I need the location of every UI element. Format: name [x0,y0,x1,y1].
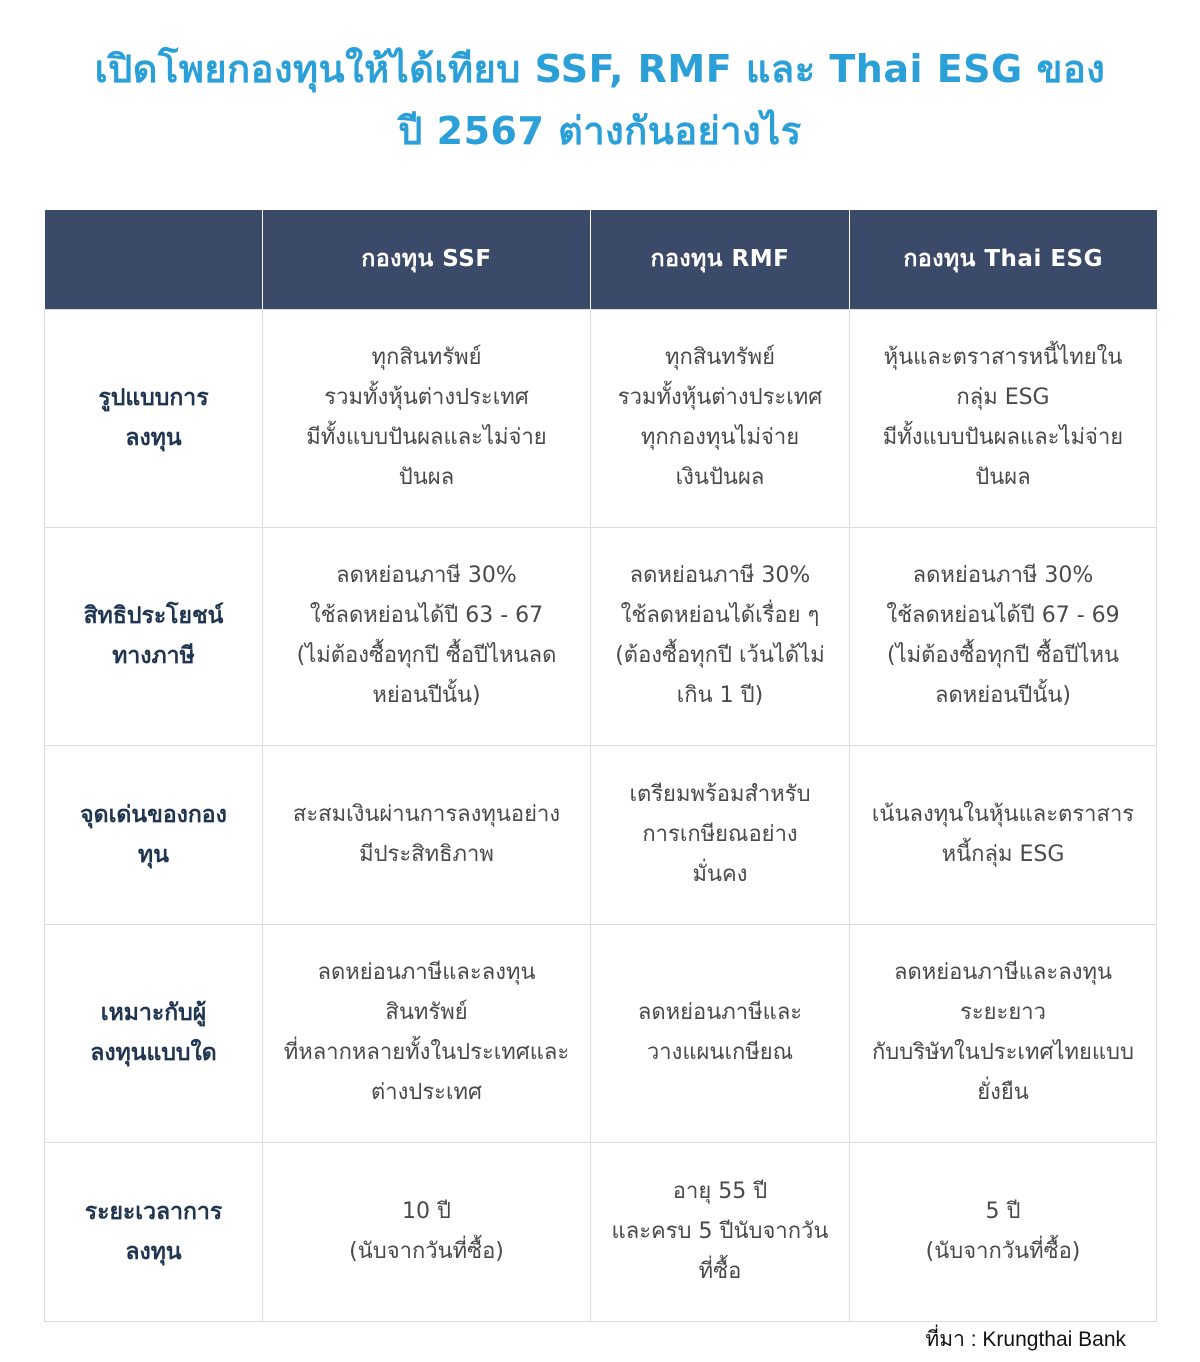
cell-line: ลดหย่อนปีนั้น) [934,683,1072,708]
table-row-suitable-for [45,924,1157,1142]
table-row-highlights [45,745,1157,924]
title-line-1: เปิดโพยกองทุนให้ได้เทียบ SSF, RMF และ Thai ESG ของ [94,47,1106,91]
cell-line: ใช้ลดหย่อนได้เรื่อย ๆ [620,603,820,628]
cell-line: มั่นคง [692,861,748,887]
cell-line: ลดหย่อนภาษี 30% [629,563,811,588]
cell-line: ปันผล [975,465,1031,490]
cell-line: ต่างประเทศ [371,1080,482,1105]
row-label-line: จุดเด่นของกอง [80,801,227,828]
cell-esg-tax-benefits [850,527,1157,745]
row-label-investment-type [45,309,263,527]
cell-line: การเกษียณอย่าง [642,821,798,847]
title-line-2: ปี 2567 ต่างกันอย่างไร [398,109,802,153]
cell-line: (ต้องซื้อทุกปี เว้นได้ไม่ [615,643,825,668]
row-label-line: ทางภาษี [112,643,195,669]
cell-line: ใช้ลดหย่อนได้ปี 67 - 69 [886,603,1120,628]
row-label-line: สิทธิประโยชน์ [83,603,224,629]
cell-line: หย่อนปีนั้น) [372,683,481,708]
cell-line: ที่หลากหลายทั้งในประเทศและ [283,1040,570,1065]
row-label-line: ระยะเวลาการ [84,1198,223,1225]
cell-rmf-suitable-for [591,924,850,1142]
cell-line: กับบริษัทในประเทศไทยแบบ [871,1040,1134,1065]
cell-line: (ไม่ต้องซื้อทุกปี ซื้อปีไหนลด [296,643,557,668]
page-title [20,38,1180,162]
cell-line: กลุ่ม ESG [956,385,1050,410]
cell-line: มีประสิทธิภาพ [359,841,494,867]
cell-line: ลดหย่อนภาษี 30% [912,563,1094,588]
row-label-highlights [45,745,263,924]
header-thai-esg: กองทุน Thai ESG [850,210,1157,309]
cell-line: 10 ปี [402,1198,451,1224]
cell-line: ลดหย่อนภาษีและ [637,1000,803,1025]
cell-line: สะสมเงินผ่านการลงทุนอย่าง [292,801,561,827]
cell-line: ใช้ลดหย่อนได้ปี 63 - 67 [309,603,544,628]
cell-esg-duration [850,1142,1157,1321]
cell-line: มีทั้งแบบปันผลและไม่จ่าย [306,425,547,450]
cell-line: เงินปันผล [675,465,765,490]
cell-line: ทุกสินทรัพย์ [371,345,482,370]
cell-rmf-investment-type [591,309,850,527]
cell-line: หุ้นและตราสารหนี้ไทยใน [883,345,1123,370]
cell-line: ลดหย่อนภาษีและลงทุน [893,960,1112,985]
comparison-table [44,210,1157,1322]
cell-line: เตรียมพร้อมสำหรับ [629,781,811,807]
cell-line: ยั่งยืน [977,1080,1029,1105]
cell-line: สินทรัพย์ [385,1000,468,1025]
cell-line: อายุ 55 ปี [672,1178,768,1204]
row-label-line: ทุน [138,841,169,868]
row-label-line: เหมาะกับผู้ [100,1000,207,1026]
cell-line: ทุกสินทรัพย์ [665,345,775,370]
source-credit: ที่มา : Krungthai Bank [925,1328,1126,1351]
table-row-duration [45,1142,1157,1321]
cell-line: ระยะยาว [960,1000,1046,1025]
header-rmf: กองทุน RMF [591,210,850,309]
row-label-line: ลงทุนแบบใด [90,1040,217,1066]
table-header-row [45,210,1157,309]
cell-line: เกิน 1 ปี) [676,683,764,708]
cell-line: รวมทั้งหุ้นต่างประเทศ [324,385,529,410]
cell-line: ลดหย่อนภาษีและลงทุน [317,960,536,985]
cell-line: (นับจากวันที่ซื้อ) [925,1238,1081,1264]
cell-line: วางแผนเกษียณ [646,1040,794,1065]
row-label-line: ลงทุน [125,1238,182,1265]
cell-line: ทุกกองทุนไม่จ่าย [640,425,800,450]
header-empty [45,210,263,309]
cell-line: 5 ปี [985,1198,1021,1224]
cell-line: หนี้กลุ่ม ESG [941,841,1065,867]
cell-line: เน้นลงทุนในหุ้นและตราสาร [871,801,1135,827]
cell-rmf-duration [591,1142,850,1321]
cell-line: (นับจากวันที่ซื้อ) [349,1238,504,1264]
table-row-tax-benefits [45,527,1157,745]
row-label-line: รูปแบบการ [98,385,209,411]
cell-ssf-suitable-for [263,924,591,1142]
cell-esg-highlights [850,745,1157,924]
cell-line: และครบ 5 ปีนับจากวัน [611,1218,829,1244]
row-label-tax-benefits [45,527,263,745]
cell-rmf-tax-benefits [591,527,850,745]
row-label-line: ลงทุน [125,425,182,451]
cell-ssf-highlights [263,745,591,924]
cell-ssf-duration [263,1142,591,1321]
cell-line: ที่ซื้อ [698,1258,742,1284]
cell-line: มีทั้งแบบปันผลและไม่จ่าย [882,425,1124,450]
header-ssf: กองทุน SSF [263,210,591,309]
cell-esg-suitable-for [850,924,1157,1142]
cell-ssf-investment-type [263,309,591,527]
cell-line: (ไม่ต้องซื้อทุกปี ซื้อปีไหน [886,643,1120,668]
cell-esg-investment-type [850,309,1157,527]
cell-ssf-tax-benefits [263,527,591,745]
cell-line: ปันผล [398,465,455,490]
row-label-suitable-for [45,924,263,1142]
cell-line: ลดหย่อนภาษี 30% [336,563,517,588]
cell-rmf-highlights [591,745,850,924]
table-row-investment-type [45,309,1157,527]
cell-line: รวมทั้งหุ้นต่างประเทศ [617,385,823,410]
row-label-duration [45,1142,263,1321]
